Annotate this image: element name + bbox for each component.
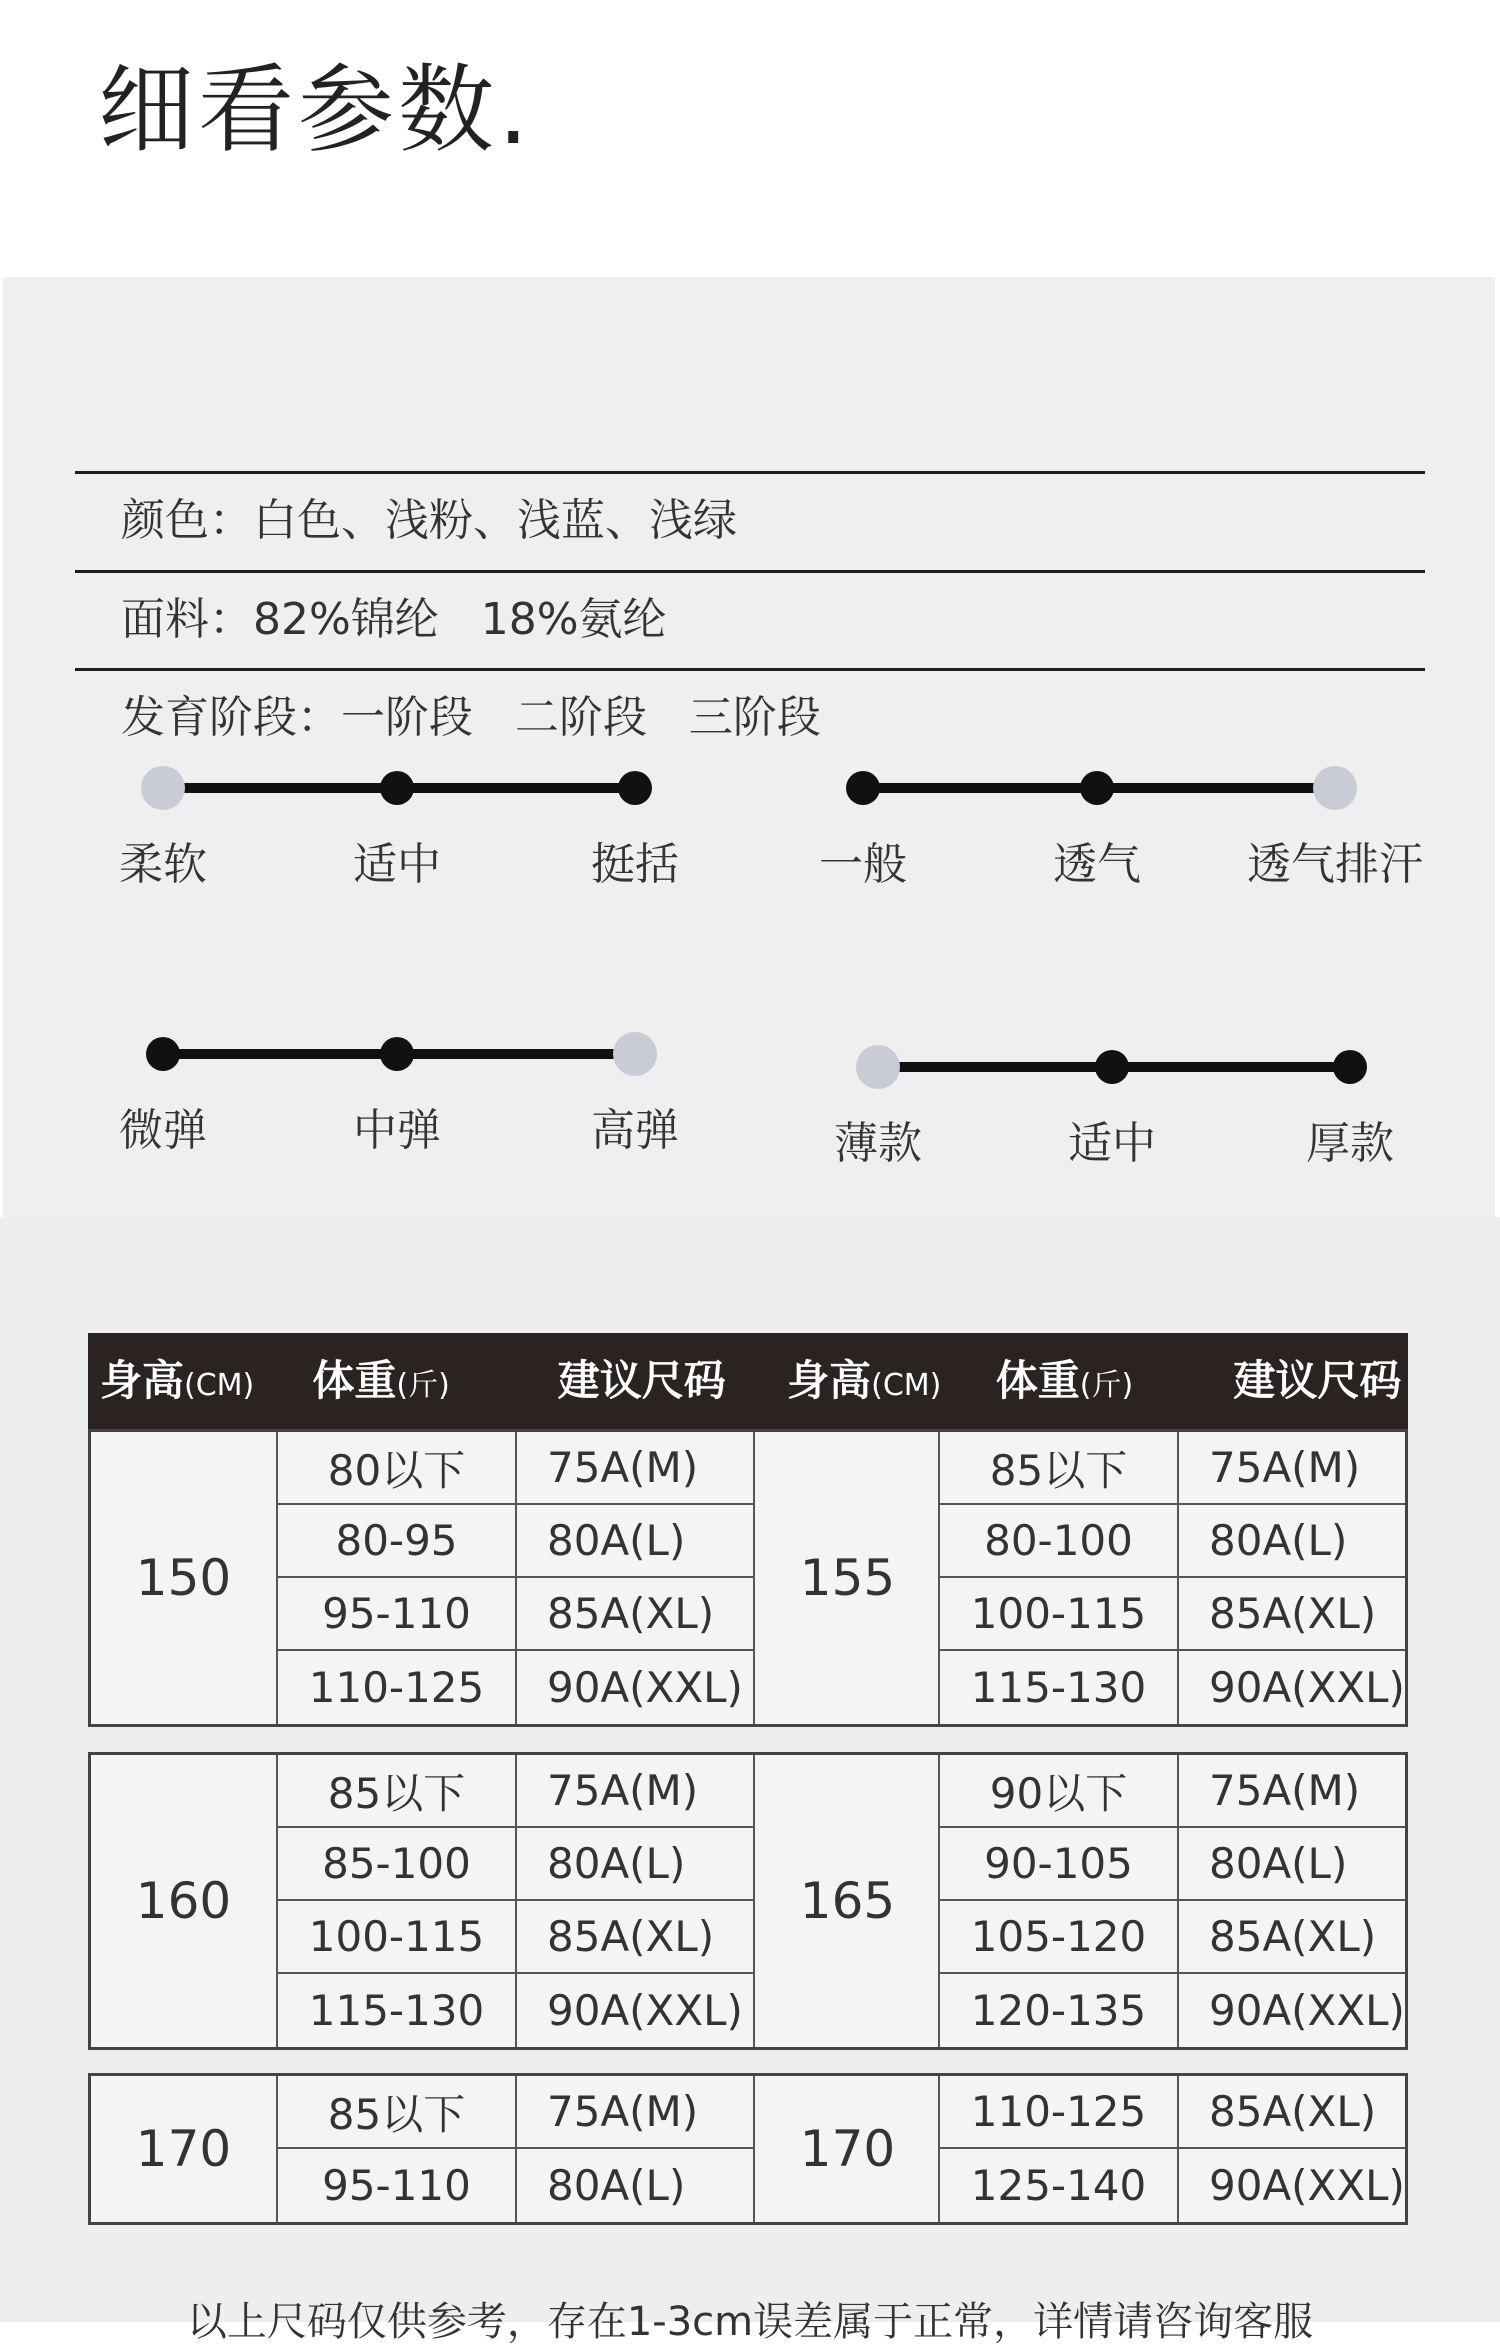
header-weight: 体重(斤) [995,1356,1134,1405]
weight-cell: 95-110 [276,1578,515,1651]
weight-cell: 110-125 [938,2076,1177,2149]
size-rows [938,1432,1405,1724]
size-rows [938,2076,1405,2222]
scale-dot-selected [856,1045,900,1089]
fabric-value: 82%锦纶 18%氨纶 [252,594,667,645]
height-cell: 160 [135,1872,232,1930]
header-size: 建议尺码 [1233,1356,1402,1405]
weight-cell: 90-105 [938,1828,1177,1901]
scale-label: 一般 [819,839,907,890]
scale-dot [618,771,652,805]
size-cell: 80A(L) [515,2149,753,2222]
scale-label: 厚款 [1306,1118,1394,1169]
size-cell: 75A(M) [1177,1755,1405,1828]
elasticity-scale [119,1032,679,1156]
size-cell: 90A(XXL) [1177,1974,1405,2047]
size-cell: 90A(XXL) [1177,1651,1405,1724]
size-cell: 80A(L) [1177,1828,1405,1901]
scale-dot [380,1037,414,1071]
header-size: 建议尺码 [557,1356,726,1405]
scale-label: 挺括 [591,839,679,890]
header-weight: 体重(斤) [312,1356,450,1405]
softness-scale [119,766,679,890]
weight-cell: 125-140 [938,2149,1177,2222]
size-table-block [88,1752,1408,2050]
breathability-scale [819,766,1423,890]
size-cell: 85A(XL) [1177,2076,1405,2149]
weight-cell: 105-120 [938,1901,1177,1974]
size-cell: 75A(M) [515,2076,753,2149]
scale-label: 薄款 [834,1118,922,1169]
header-height: 身高(CM) [787,1356,942,1405]
size-cell: 80A(L) [515,1828,753,1901]
weight-cell: 85以下 [276,2076,515,2149]
thickness-scale [834,1045,1394,1169]
size-cell: 90A(XXL) [1177,2149,1405,2222]
fabric-label: 面料： [120,594,253,645]
weight-cell: 90以下 [938,1755,1177,1828]
size-cell: 85A(XL) [1177,1901,1405,1974]
size-cell: 90A(XXL) [515,1651,753,1724]
size-rows [276,1755,753,2047]
size-table-header [88,1333,1408,1429]
height-cell: 170 [135,2120,232,2178]
weight-cell: 80-100 [938,1505,1177,1578]
weight-cell: 85以下 [276,1755,515,1828]
scale-dot [380,771,414,805]
size-cell: 85A(XL) [515,1578,753,1651]
scale-dot [846,771,880,805]
color-value: 白色、浅粉、浅蓝、浅绿 [252,495,737,546]
weight-cell: 95-110 [276,2149,515,2222]
size-rows [938,1755,1405,2047]
weight-cell: 115-130 [276,1974,515,2047]
weight-cell: 100-115 [276,1901,515,1974]
height-cell: 155 [753,1432,940,1724]
color-row [75,380,1425,546]
weight-cell: 85以下 [938,1432,1177,1505]
weight-cell: 85-100 [276,1828,515,1901]
scale-dot [1333,1050,1367,1084]
footnote: 以上尺码仅供参考，存在1-3cm误差属于正常，详情请咨询客服 [186,2299,1314,2345]
weight-cell: 80以下 [276,1432,515,1505]
weight-cell: 100-115 [938,1578,1177,1651]
height-cell: 170 [753,2076,940,2222]
stage-value: 一阶段 二阶段 三阶段 [340,692,821,743]
scale-label: 透气 [1053,839,1141,890]
scale-dot-selected [613,1032,657,1076]
scale-label: 柔软 [119,839,207,890]
scale-dot-selected [1313,766,1357,810]
scale-dot [1095,1050,1129,1084]
height-cell: 150 [135,1549,232,1607]
size-table-block [88,2073,1408,2225]
fabric-row [75,479,1425,645]
size-cell: 75A(M) [515,1432,753,1505]
size-cell: 75A(M) [1177,1432,1405,1505]
page-title: 细看参数. [98,54,533,166]
scale-dot [146,1037,180,1071]
size-cell: 85A(XL) [1177,1578,1405,1651]
scale-label: 透气排汗 [1247,839,1423,890]
size-cell: 85A(XL) [515,1901,753,1974]
color-label: 颜色： [120,495,253,546]
scale-dot-selected [141,766,185,810]
weight-cell: 120-135 [938,1974,1177,2047]
header-height: 身高(CM) [100,1356,255,1405]
size-cell: 90A(XXL) [515,1974,753,2047]
stage-row [75,577,1425,743]
weight-cell: 80-95 [276,1505,515,1578]
weight-cell: 110-125 [276,1651,515,1724]
size-cell: 75A(M) [515,1755,753,1828]
scale-label: 适中 [1068,1118,1156,1169]
height-cell: 165 [753,1755,940,2047]
scale-label: 高弹 [591,1105,679,1156]
scale-label: 适中 [353,839,441,890]
scale-label: 中弹 [353,1105,441,1156]
stage-label: 发育阶段： [120,692,341,743]
scale-label: 微弹 [119,1105,207,1156]
size-cell: 80A(L) [1177,1505,1405,1578]
size-rows [276,2076,753,2222]
size-table-block [88,1429,1408,1727]
size-rows [276,1432,753,1724]
size-cell: 80A(L) [515,1505,753,1578]
weight-cell: 115-130 [938,1651,1177,1724]
scale-dot [1080,771,1114,805]
